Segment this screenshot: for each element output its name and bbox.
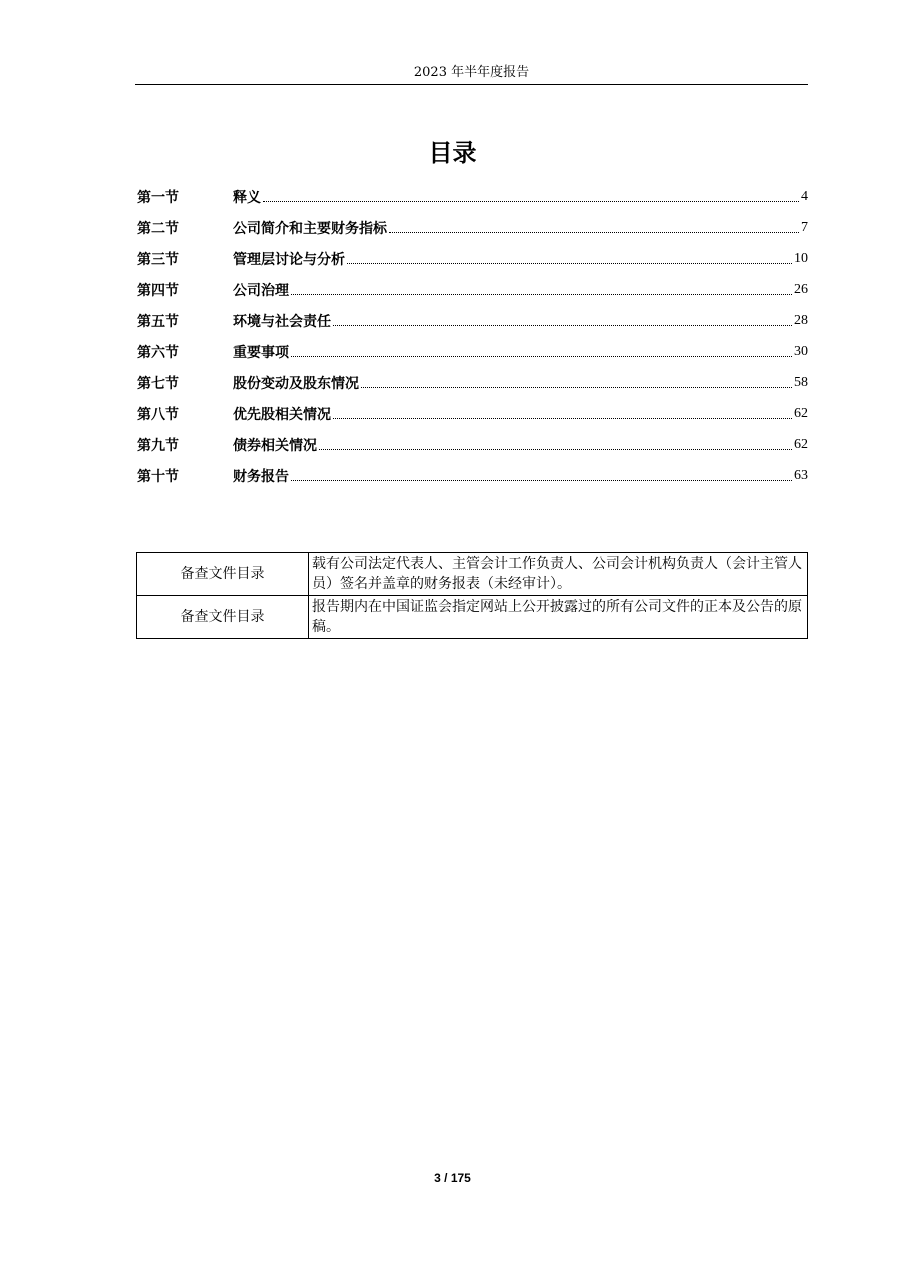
- toc-page-number: 30: [794, 343, 808, 359]
- toc-page-number: 7: [801, 219, 808, 235]
- toc-dot-leader: [389, 232, 799, 233]
- toc-section-number: 第八节: [137, 406, 179, 423]
- page-number: 3 / 175: [434, 1171, 471, 1185]
- toc-section-title: 债券相关情况: [233, 437, 317, 454]
- toc-section-title: 优先股相关情况: [233, 406, 331, 423]
- toc-section-title: 释义: [233, 189, 261, 206]
- toc-dot-leader: [263, 201, 799, 202]
- toc-section-number: 第二节: [137, 220, 179, 237]
- toc-dot-leader: [291, 480, 792, 481]
- toc-entry[interactable]: [137, 336, 808, 367]
- table-row: [137, 596, 808, 639]
- toc-dot-leader: [291, 294, 792, 295]
- toc-section-number: 第六节: [137, 344, 179, 361]
- toc-entry[interactable]: [137, 274, 808, 305]
- toc-page-number: 62: [794, 405, 808, 421]
- toc-entry[interactable]: [137, 460, 808, 491]
- toc-section-title: 公司治理: [233, 282, 289, 299]
- toc-entry[interactable]: [137, 367, 808, 398]
- toc-section-title: 重要事项: [233, 344, 289, 361]
- toc-dot-leader: [319, 449, 792, 450]
- toc-page-number: 58: [794, 374, 808, 390]
- reference-documents-table: [136, 552, 808, 639]
- toc-page-number: 26: [794, 281, 808, 297]
- page-title: 目录: [428, 139, 477, 167]
- toc-entry[interactable]: [137, 212, 808, 243]
- toc-entry[interactable]: [137, 429, 808, 460]
- toc-entry[interactable]: [137, 181, 808, 212]
- toc-dot-leader: [291, 356, 792, 357]
- toc-dot-leader: [361, 387, 792, 388]
- toc-section-number: 第三节: [137, 251, 179, 268]
- toc-section-number: 第十节: [137, 468, 179, 485]
- toc-entry[interactable]: [137, 243, 808, 274]
- page-header: 2023 年半年度报告: [135, 64, 808, 85]
- toc-section-title: 管理层讨论与分析: [233, 251, 345, 268]
- reference-doc-label: 备查文件目录: [137, 553, 309, 596]
- table-row: [137, 553, 808, 596]
- toc-entry[interactable]: [137, 305, 808, 336]
- toc-section-title: 环境与社会责任: [233, 313, 331, 330]
- toc-section-title: 财务报告: [233, 468, 289, 485]
- toc-page-number: 4: [801, 188, 808, 204]
- toc-section-number: 第四节: [137, 282, 179, 299]
- table-of-contents: [137, 181, 808, 491]
- reference-doc-label: 备查文件目录: [137, 596, 309, 639]
- toc-section-title: 股份变动及股东情况: [233, 375, 359, 392]
- toc-page-number: 10: [794, 250, 808, 266]
- toc-page-number: 62: [794, 436, 808, 452]
- toc-section-number: 第五节: [137, 313, 179, 330]
- toc-section-number: 第一节: [137, 189, 179, 206]
- toc-page-number: 28: [794, 312, 808, 328]
- reference-doc-content: 载有公司法定代表人、主管会计工作负责人、公司会计机构负责人（会计主管人员）签名并盖章的财务报表（未经审计）。: [309, 553, 808, 596]
- toc-section-number: 第七节: [137, 375, 179, 392]
- toc-dot-leader: [333, 418, 792, 419]
- toc-section-number: 第九节: [137, 437, 179, 454]
- toc-entry[interactable]: [137, 398, 808, 429]
- toc-page-number: 63: [794, 467, 808, 483]
- reference-doc-content: 报告期内在中国证监会指定网站上公开披露过的所有公司文件的正本及公告的原稿。: [309, 596, 808, 639]
- toc-dot-leader: [333, 325, 792, 326]
- toc-section-title: 公司简介和主要财务指标: [233, 220, 387, 237]
- toc-dot-leader: [347, 263, 792, 264]
